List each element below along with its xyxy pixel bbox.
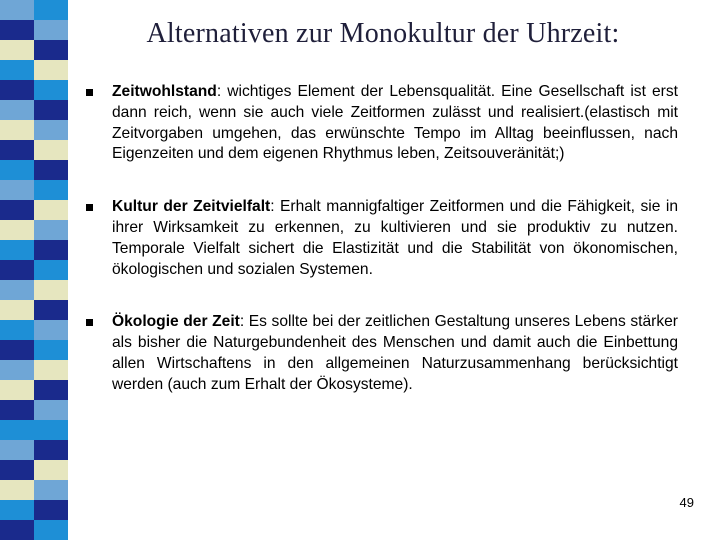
bullet-list bbox=[86, 82, 678, 396]
stripe-block bbox=[0, 160, 34, 180]
stripe-block bbox=[0, 220, 34, 240]
stripe-block bbox=[34, 380, 68, 400]
stripe-block bbox=[0, 60, 34, 80]
bullet-text: : Es sollte bei der zeitlichen Gestaltung unseres Lebens stärker als bisher die Naturgebundenheit des Menschen und damit auch die Einbettung allen Wirtschaftens in den allgemeinen Naturzusammenhang berücksichtigt werden (auch zum Erhalt der Ökosysteme). bbox=[112, 313, 679, 393]
stripe-block bbox=[34, 80, 68, 100]
decorative-stripe-band bbox=[0, 0, 68, 540]
stripe-block bbox=[34, 100, 68, 120]
bullet-term: Zeitwohlstand bbox=[112, 83, 217, 100]
stripe-block bbox=[34, 160, 68, 180]
stripe-block bbox=[0, 100, 34, 120]
stripe-block bbox=[34, 140, 68, 160]
stripe-block bbox=[34, 200, 68, 220]
stripe-block bbox=[0, 260, 34, 280]
stripe-block bbox=[34, 360, 68, 380]
stripe-block bbox=[0, 440, 34, 460]
page-number: 49 bbox=[679, 495, 694, 510]
bullet-item-oekologie-der-zeit bbox=[86, 312, 678, 395]
stripe-block bbox=[34, 420, 68, 440]
square-bullet-icon bbox=[86, 204, 93, 211]
stripe-block bbox=[34, 40, 68, 60]
stripe-block bbox=[34, 240, 68, 260]
stripe-block bbox=[0, 20, 34, 40]
stripe-block bbox=[0, 300, 34, 320]
stripe-block bbox=[0, 200, 34, 220]
stripe-block bbox=[0, 520, 34, 540]
stripe-block bbox=[0, 240, 34, 260]
stripe-block bbox=[0, 140, 34, 160]
stripe-block bbox=[0, 500, 34, 520]
stripe-block bbox=[0, 360, 34, 380]
stripe-block bbox=[0, 80, 34, 100]
stripe-block bbox=[0, 460, 34, 480]
stripe-block bbox=[0, 120, 34, 140]
slide-title: Alternativen zur Monokultur der Uhrzeit: bbox=[146, 18, 620, 49]
square-bullet-icon bbox=[86, 319, 93, 326]
bullet-term: Kultur der Zeitvielfalt bbox=[112, 198, 271, 216]
stripe-block bbox=[0, 180, 34, 200]
bullet-text: : Erhalt mannigfaltiger Zeitformen und die Fähigkeit, sie in ihrer Wirksamkeit zu erkennen, zu kultivieren und sie produktiv zu nutzen. Temporale Vielfalt sichert die Elastizität und die Stabilität von ökonomischen, ökologischen und sozialen Systemen. bbox=[112, 198, 678, 278]
decorative-stripe-left bbox=[0, 0, 34, 540]
stripe-block bbox=[0, 320, 34, 340]
stripe-block bbox=[34, 400, 68, 420]
bullet-text: : wichtiges Element der Lebensqualität. Eine Gesellschaft ist erst dann reich, wenn sie auch viele Zeitformen zulässt und realisiert.(elastisch mit Zeitvorgaben umgehen, das erwünschte Tempo im Alltag beeinflussen, nach Eigenzeiten und dem eigenen Rhythmus leben, Zeitsouveränität;) bbox=[112, 83, 678, 163]
stripe-block bbox=[34, 220, 68, 240]
stripe-block bbox=[34, 0, 68, 20]
bullet-item-kultur-der-zeitvielfalt bbox=[86, 197, 678, 280]
stripe-block bbox=[0, 380, 34, 400]
stripe-block bbox=[0, 420, 34, 440]
stripe-block bbox=[34, 300, 68, 320]
stripe-block bbox=[34, 180, 68, 200]
stripe-block bbox=[0, 40, 34, 60]
stripe-block bbox=[0, 340, 34, 360]
stripe-block bbox=[0, 400, 34, 420]
stripe-block bbox=[34, 120, 68, 140]
stripe-block bbox=[34, 520, 68, 540]
stripe-block bbox=[34, 260, 68, 280]
stripe-block bbox=[34, 280, 68, 300]
bullet-item-zeitwohlstand bbox=[86, 82, 678, 165]
stripe-block bbox=[0, 0, 34, 20]
square-bullet-icon bbox=[86, 89, 93, 96]
stripe-block bbox=[34, 480, 68, 500]
stripe-block bbox=[0, 480, 34, 500]
stripe-block bbox=[34, 340, 68, 360]
stripe-block bbox=[34, 60, 68, 80]
stripe-block bbox=[34, 20, 68, 40]
stripe-block bbox=[34, 440, 68, 460]
stripe-block bbox=[34, 460, 68, 480]
stripe-block bbox=[0, 280, 34, 300]
decorative-stripe-right bbox=[34, 0, 68, 540]
stripe-block bbox=[34, 320, 68, 340]
stripe-block bbox=[34, 500, 68, 520]
bullet-term: Ökologie der Zeit bbox=[112, 313, 240, 331]
